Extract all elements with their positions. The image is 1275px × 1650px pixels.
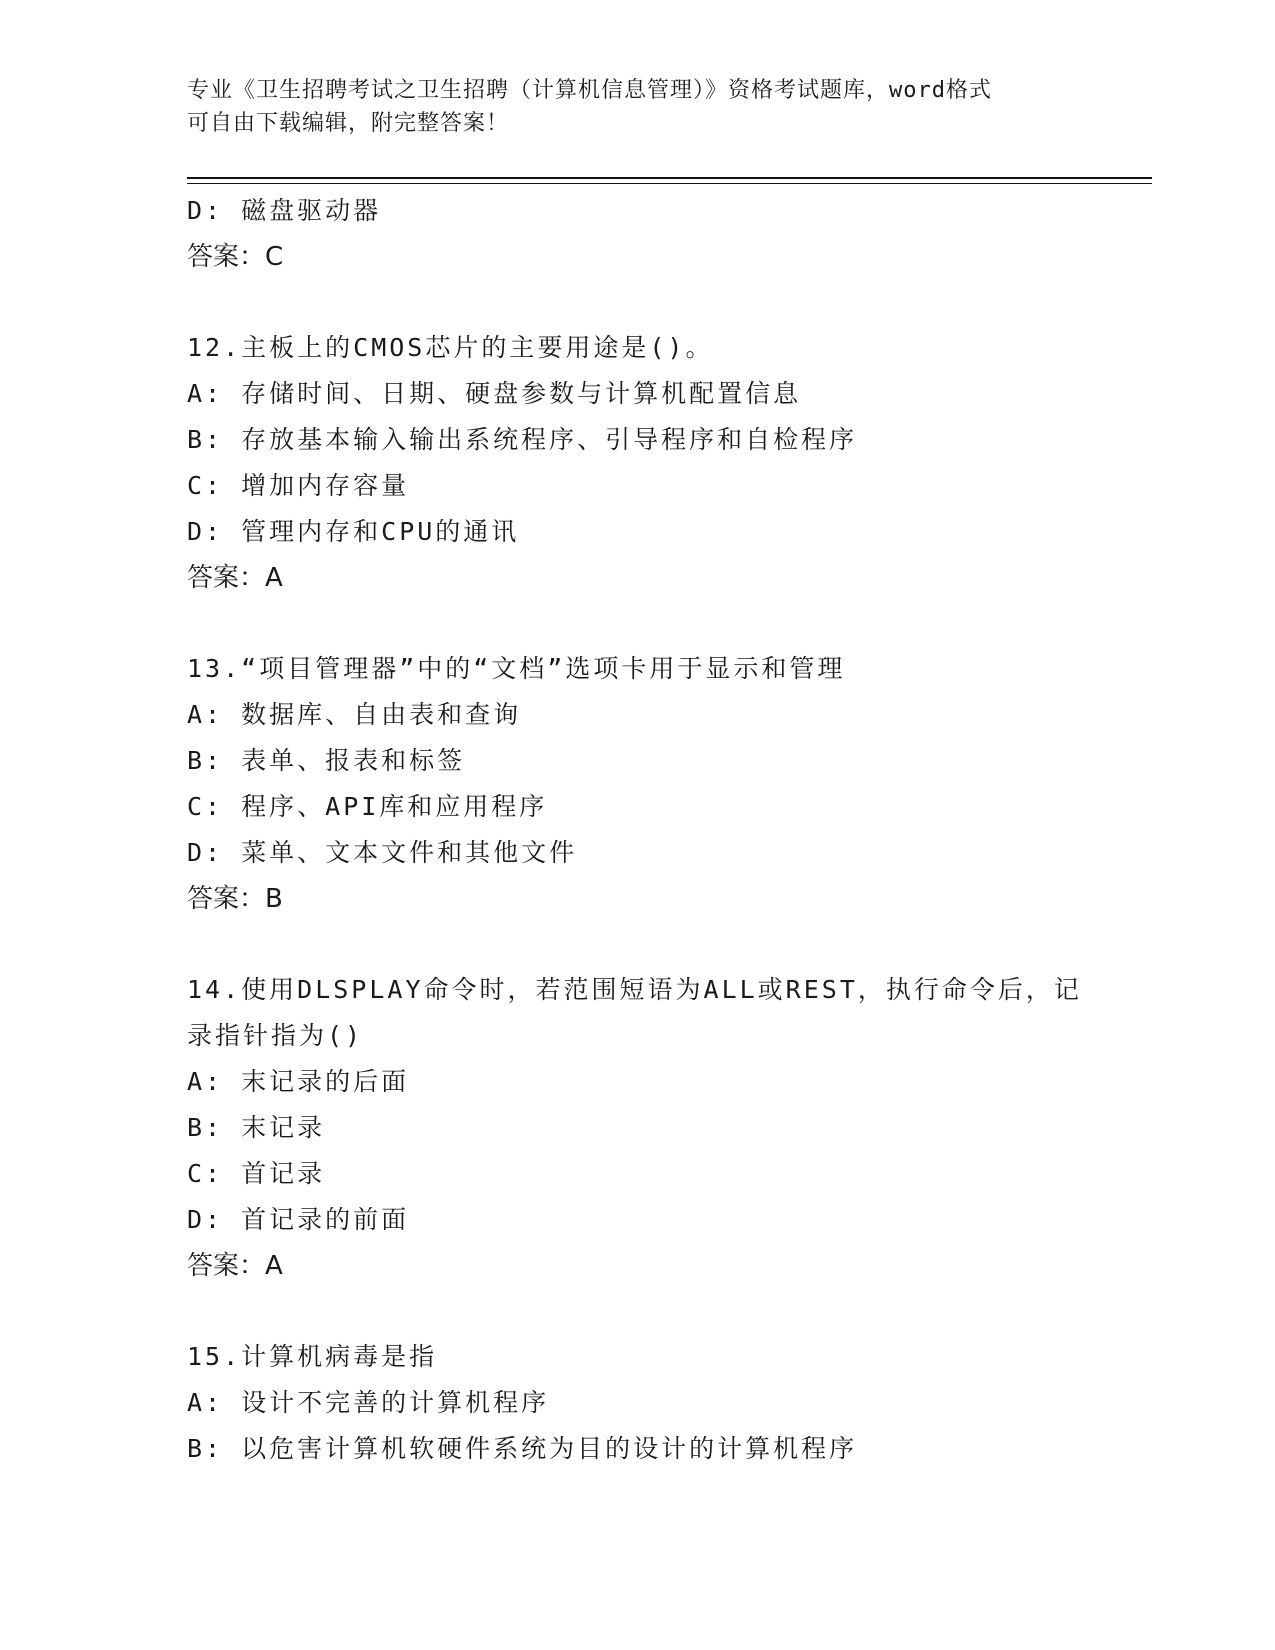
option-c: C: 增加内存容量 xyxy=(187,471,410,500)
option-a: A: 数据库、自由表和查询 xyxy=(187,700,522,729)
option-a: A: 末记录的后面 xyxy=(187,1067,410,1096)
header-divider-thick xyxy=(187,177,1152,179)
option-c: C: 首记录 xyxy=(187,1159,326,1188)
question-stem: 14.使用DLSPLAY命令时，若范围短语为ALL或REST，执行命令后，记 xyxy=(187,975,1082,1004)
question-14 xyxy=(187,967,1087,1289)
answer-line: 答案：A xyxy=(187,1251,283,1281)
question-list xyxy=(187,188,1087,1472)
option-c: C: 程序、API库和应用程序 xyxy=(187,792,548,821)
question-stem: 15.计算机病毒是指 xyxy=(187,1342,438,1371)
question-13 xyxy=(187,646,1087,922)
option-b: B: 存放基本输入输出系统程序、引导程序和自检程序 xyxy=(187,425,858,454)
answer-line: 答案：C xyxy=(187,242,284,272)
header-divider-thin xyxy=(187,183,1152,184)
answer-line: 答案：A xyxy=(187,563,283,593)
header-line-1: 专业《卫生招聘考试之卫生招聘（计算机信息管理）》资格考试题库，word格式 xyxy=(187,78,992,103)
option-d: D: 磁盘驱动器 xyxy=(187,196,382,225)
option-b: B: 表单、报表和标签 xyxy=(187,746,466,775)
option-d: D: 首记录的前面 xyxy=(187,1205,410,1234)
answer-line: 答案：B xyxy=(187,884,283,914)
question-stem-continued: 录指针指为() xyxy=(187,1021,364,1050)
option-d: D: 管理内存和CPU的通讯 xyxy=(187,517,520,546)
question-12 xyxy=(187,325,1087,601)
option-d: D: 菜单、文本文件和其他文件 xyxy=(187,838,578,867)
question-15 xyxy=(187,1334,1087,1472)
option-a: A: 设计不完善的计算机程序 xyxy=(187,1388,550,1417)
question-stem: 12.主板上的CMOS芯片的主要用途是()。 xyxy=(187,333,714,362)
header-line-2: 可自由下载编辑，附完整答案！ xyxy=(187,111,510,136)
option-b: B: 末记录 xyxy=(187,1113,326,1142)
question-stem: 13.“项目管理器”中的“文档”选项卡用于显示和管理 xyxy=(187,654,846,683)
document-header xyxy=(187,74,1087,140)
option-a: A: 存储时间、日期、硬盘参数与计算机配置信息 xyxy=(187,379,802,408)
option-b: B: 以危害计算机软硬件系统为目的设计的计算机程序 xyxy=(187,1434,858,1463)
